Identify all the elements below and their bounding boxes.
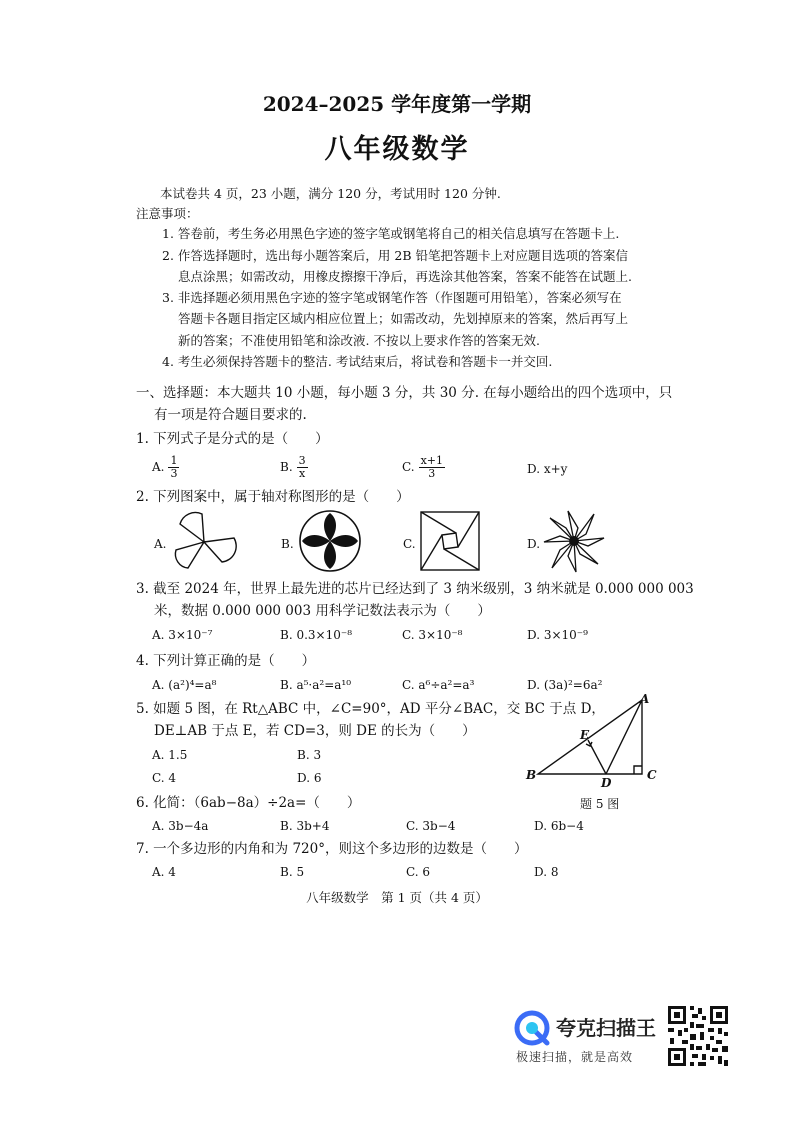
exam-intro: 本试卷共 4 页，23 小题，满分 120 分，考试用时 120 分钟. bbox=[160, 186, 501, 201]
q4-option-d: D. (3a)²=6a² bbox=[527, 678, 603, 692]
exam-subject-title: 八年级数学 bbox=[324, 134, 470, 165]
quark-logo-icon bbox=[514, 1010, 550, 1046]
q7-option-c: C. 6 bbox=[406, 865, 431, 879]
q4-stem: 4. 下列计算正确的是（ ） bbox=[136, 653, 316, 669]
q5-stem-line2: DE⊥AB 于点 E，若 CD=3，则 DE 的长为（ ） bbox=[154, 723, 476, 739]
circle-four-petal-figure bbox=[298, 509, 362, 573]
q2-stem: 2. 下列图案中，属于轴对称图形的是（ ） bbox=[136, 489, 410, 505]
q6-option-c: C. 3b−4 bbox=[406, 819, 456, 833]
q5-option-c: C. 4 bbox=[152, 771, 177, 785]
triangle-abc bbox=[538, 700, 642, 774]
notice-line: 3. 非选择题必须用黑色字迹的签字笔或钢笔作答（作图题可用铅笔），答案必须写在 bbox=[162, 290, 622, 305]
q4-option-a: A. (a²)⁴=a⁸ bbox=[152, 678, 217, 692]
qr-code-icon bbox=[666, 1004, 730, 1068]
watermark-slogan: 极速扫描，就是高效 bbox=[516, 1050, 634, 1064]
notice-line: 1. 答卷前，考生务必用黑色字迹的签字笔或钢笔将自己的相关信息填写在答题卡上. bbox=[162, 226, 620, 241]
q5-option-d: D. 6 bbox=[297, 771, 322, 785]
q3-stem-line2: 米，数据 0.000 000 003 用科学记数法表示为（ ） bbox=[154, 603, 491, 619]
q3-option-b: B. 0.3×10⁻⁸ bbox=[280, 628, 352, 642]
point-label-b: B bbox=[526, 768, 537, 782]
q2-label-b: B. bbox=[281, 537, 294, 551]
q4-option-c: C. a⁶÷a²=a³ bbox=[402, 678, 475, 692]
q2-label-c: C. bbox=[403, 537, 416, 551]
q5-option-b: B. 3 bbox=[297, 748, 322, 762]
q5-stem-line1: 5. 如题 5 图，在 Rt△ABC 中，∠C=90°，AD 平分∠BAC，交 BC 于点 D， bbox=[136, 701, 605, 717]
pinwheel-three-blade-figure bbox=[172, 510, 238, 572]
q1-option-c: C. $\frac{x+1}{3}$ bbox=[402, 454, 443, 480]
q2-label-d: D. bbox=[527, 537, 541, 551]
q7-stem: 7. 一个多边形的内角和为 720°，则这个多边形的边数是（ ） bbox=[136, 841, 528, 857]
q6-option-b: B. 3b+4 bbox=[280, 819, 330, 833]
notice-line: 答题卡各题目指定区域内相应位置上；如需改动，先划掉原来的答案，然后再写上 bbox=[178, 311, 629, 326]
q4-option-b: B. a⁵·a²=a¹⁰ bbox=[280, 678, 352, 692]
q7-option-a: A. 4 bbox=[152, 865, 176, 879]
segment-ad bbox=[606, 700, 642, 774]
q1-option-a: A. $\frac{1}{3}$ bbox=[152, 454, 178, 480]
q5-option-a: A. 1.5 bbox=[152, 748, 188, 762]
point-label-a: A bbox=[640, 692, 650, 706]
q6-option-a: A. 3b−4a bbox=[152, 819, 209, 833]
q3-option-a: A. 3×10⁻⁷ bbox=[152, 628, 213, 642]
q7-option-b: B. 5 bbox=[280, 865, 305, 879]
square-pinwheel-figure bbox=[420, 511, 480, 571]
right-triangle-figure bbox=[520, 692, 660, 790]
exam-term-title: 2024–2025 学年度第一学期 bbox=[262, 92, 532, 116]
watermark-brand: 夸克扫描王 bbox=[556, 1016, 656, 1040]
point-label-c: C bbox=[647, 768, 657, 782]
q1-option-d: D. x+y bbox=[527, 462, 568, 476]
q1-stem: 1. 下列式子是分式的是（ ） bbox=[136, 431, 329, 447]
q1-option-b: B. $\frac{3}{x}$ bbox=[280, 454, 306, 480]
q3-option-d: D. 3×10⁻⁹ bbox=[527, 628, 588, 642]
q7-option-d: D. 8 bbox=[534, 865, 559, 879]
section-heading: 一、选择题：本大题共 10 小题，每小题 3 分，共 30 分. 在每小题给出的四个选项中，只 bbox=[136, 385, 673, 401]
point-label-e: E bbox=[580, 728, 590, 742]
q3-stem-line1: 3. 截至 2024 年，世界上最先进的芯片已经达到了 3 纳米级别，3 纳米就是 0.000 000 003 bbox=[136, 581, 694, 597]
figure-caption: 题 5 图 bbox=[580, 797, 620, 811]
section-heading-cont: 有一项是符合题目要求的. bbox=[154, 407, 307, 423]
notice-heading: 注意事项： bbox=[136, 206, 199, 221]
notice-line: 2. 作答选择题时，选出每小题答案后，用 2B 铅笔把答题卡上对应题目选项的答案信 bbox=[162, 248, 628, 263]
q6-option-d: D. 6b−4 bbox=[534, 819, 584, 833]
point-label-d: D bbox=[601, 776, 612, 790]
q6-stem: 6. 化简：（6ab−8a）÷2a=（ ） bbox=[136, 795, 361, 811]
notice-line: 新的答案；不准使用铅笔和涂改液. 不按以上要求作答的答案无效. bbox=[178, 333, 540, 348]
notice-line: 息点涂黑；如需改动，用橡皮擦擦干净后，再选涂其他答案，答案不能答在试题上. bbox=[178, 269, 632, 284]
q2-label-a: A. bbox=[154, 537, 167, 551]
page-footer: 八年级数学 第 1 页（共 4 页） bbox=[306, 890, 488, 905]
q3-option-c: C. 3×10⁻⁸ bbox=[402, 628, 463, 642]
right-angle-mark-c bbox=[634, 766, 642, 774]
notice-line: 4. 考生必须保持答题卡的整洁. 考试结束后，将试卷和答题卡一并交回. bbox=[162, 354, 553, 369]
eight-blade-star-figure bbox=[542, 508, 606, 574]
